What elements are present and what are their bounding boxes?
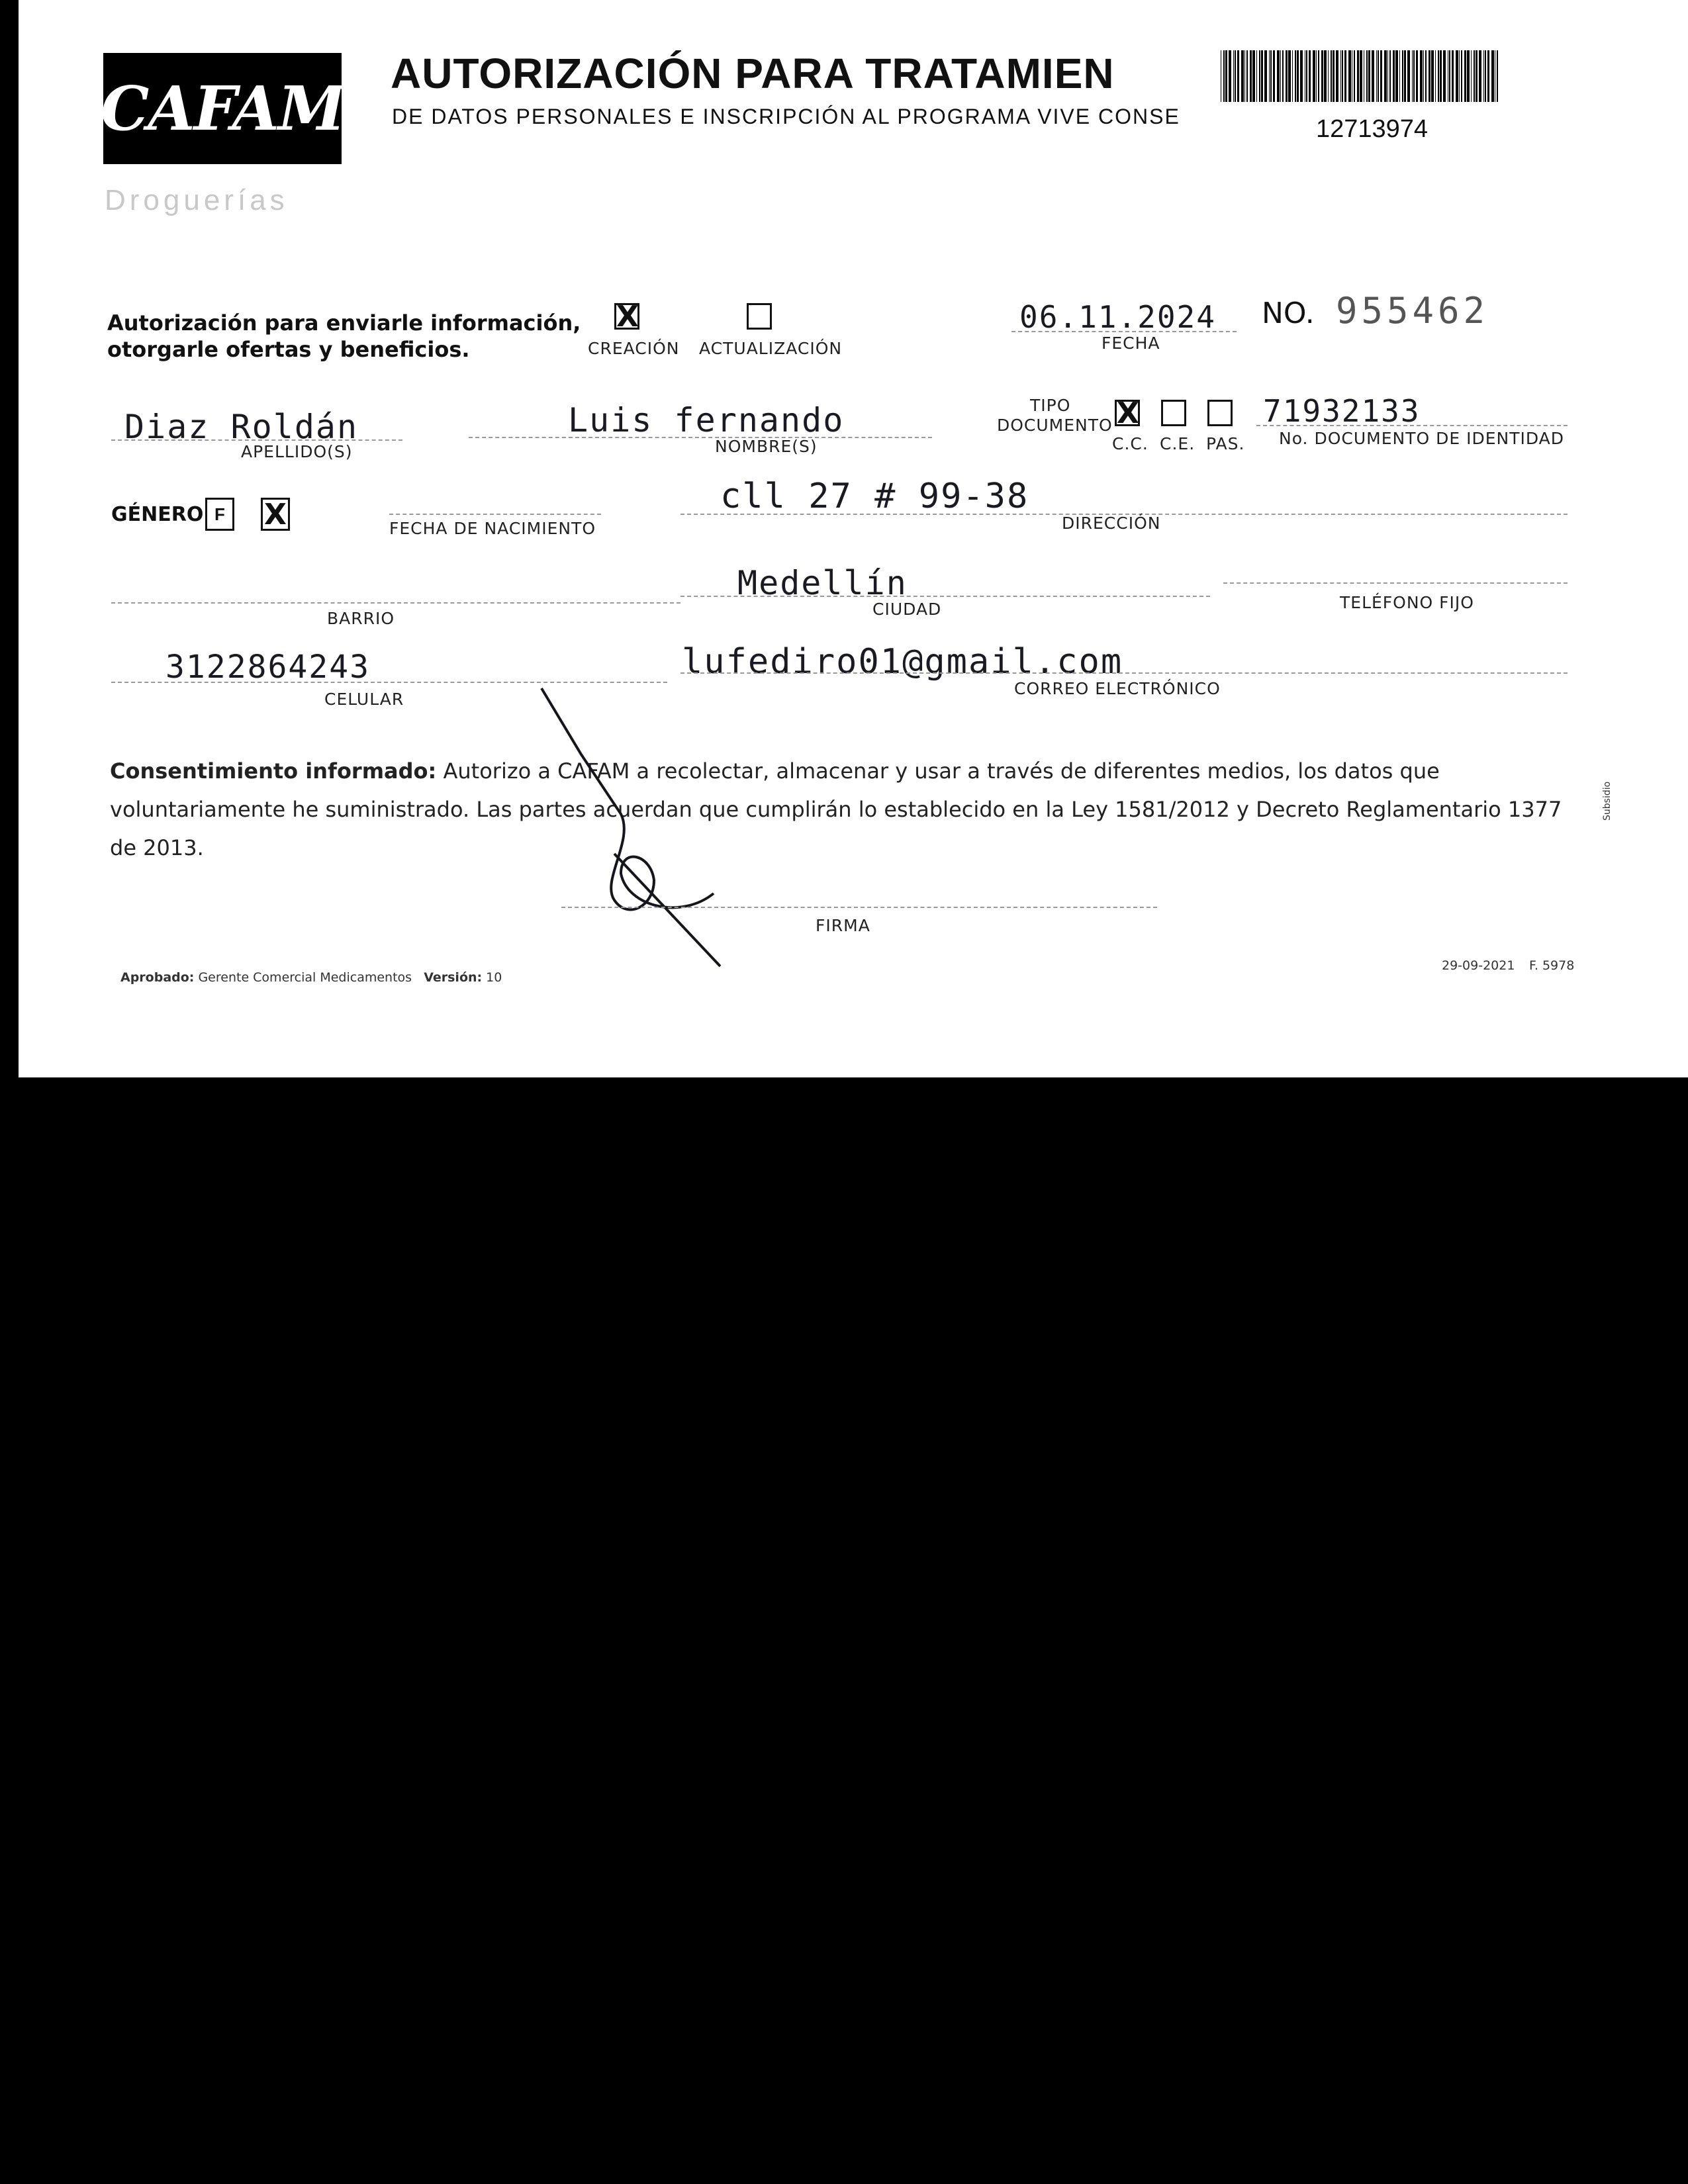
fecha-nacimiento-label: FECHA DE NACIMIENTO — [389, 519, 596, 538]
genero-m-box[interactable] — [261, 498, 290, 531]
version-value: 10 — [486, 970, 502, 985]
form-number: 955462 — [1336, 290, 1489, 332]
barcode — [1221, 50, 1501, 102]
celular-value[interactable]: 3122864243 — [165, 649, 370, 686]
side-text: Subsidio — [1602, 781, 1613, 821]
actualizacion-checkbox[interactable] — [747, 303, 772, 330]
ciudad-line — [680, 596, 1210, 597]
creacion-checkbox[interactable] — [614, 300, 639, 334]
tipo-documento-label-2: DOCUMENTO — [997, 416, 1113, 435]
ce-label: C.E. — [1160, 434, 1196, 453]
fecha-label: FECHA — [1102, 334, 1160, 353]
documento-label: No. DOCUMENTO DE IDENTIDAD — [1279, 429, 1565, 448]
form-sheet — [19, 0, 1688, 1077]
cc-label: C.C. — [1112, 434, 1149, 453]
pas-label: PAS. — [1206, 434, 1245, 453]
genero-f-box[interactable] — [205, 498, 234, 531]
genero-m-mark: X — [264, 498, 287, 531]
cafam-logo: CAFAM — [103, 53, 342, 164]
pas-checkbox[interactable] — [1207, 400, 1233, 426]
apellidos-value[interactable]: Diaz Roldán — [124, 408, 359, 446]
footer-code: F. 5978 — [1529, 958, 1575, 973]
footer-date: 29-09-2021 — [1442, 958, 1515, 973]
correo-value[interactable]: lufediro01@gmail.com — [682, 642, 1123, 682]
ce-checkbox[interactable] — [1161, 400, 1186, 426]
logo-subtext: Droguerías — [105, 184, 289, 216]
fecha-value[interactable]: 06.11.2024 — [1019, 299, 1216, 335]
correo-label: CORREO ELECTRÓNICO — [1014, 679, 1221, 698]
form-title: AUTORIZACIÓN PARA TRATAMIEN — [391, 50, 1115, 97]
telefono-label: TELÉFONO FIJO — [1340, 593, 1474, 612]
celular-label: CELULAR — [324, 690, 404, 709]
apellidos-label: APELLIDO(S) — [241, 442, 353, 461]
no-label: NO. — [1262, 296, 1315, 330]
firma-label: FIRMA — [816, 916, 870, 935]
barrio-line — [111, 602, 680, 604]
genero-f-label: F — [214, 504, 225, 524]
documento-value[interactable]: 71932133 — [1263, 393, 1421, 429]
actualizacion-label: ACTUALIZACIÓN — [699, 339, 843, 358]
firma-line — [561, 907, 1157, 908]
direccion-label: DIRECCIÓN — [1062, 514, 1161, 533]
barrio-label: BARRIO — [327, 609, 395, 628]
genero-label: GÉNERO — [111, 503, 204, 526]
authorization-text — [107, 310, 581, 363]
nombres-label: NOMBRE(S) — [715, 437, 818, 456]
creacion-mark: X — [616, 300, 639, 334]
version-label: Versión: — [424, 970, 483, 985]
ciudad-value[interactable]: Medellín — [737, 564, 908, 602]
authorization-text-line1: Autorización para enviarle información, — [107, 310, 581, 336]
form-subtitle: DE DATOS PERSONALES E INSCRIPCIÓN AL PROGRAMA VIVE CONSE — [392, 105, 1180, 128]
aprobado-value: Gerente Comercial Medicamentos — [198, 970, 412, 985]
ciudad-label: CIUDAD — [872, 600, 942, 619]
signature-scribble — [522, 682, 760, 973]
direccion-value[interactable]: cll 27 # 99-38 — [720, 477, 1029, 516]
barcode-number: 12713974 — [1316, 115, 1429, 143]
documento-line — [1256, 425, 1568, 426]
tipo-documento-label-1: TIPO — [1030, 396, 1071, 415]
consent-paragraph — [110, 752, 1586, 867]
nombres-value[interactable]: Luis fernando — [568, 401, 845, 439]
correo-line — [680, 672, 1568, 674]
creacion-label: CREACIÓN — [588, 339, 680, 358]
fecha-nacimiento-line — [389, 514, 601, 515]
authorization-text-line2: otorgarle ofertas y beneficios. — [107, 337, 470, 362]
aprobado-label: Aprobado: — [120, 970, 195, 985]
nombres-line — [469, 437, 932, 438]
apellidos-line — [111, 439, 402, 441]
fecha-line — [1011, 331, 1237, 332]
cc-checkbox[interactable] — [1115, 396, 1140, 430]
footer-approval — [120, 970, 502, 985]
consent-heading: Consentimiento informado: — [110, 758, 437, 784]
telefono-line — [1223, 582, 1568, 584]
consent-text: Autorizo a CAFAM a recolectar, almacenar y usar a través de diferentes medios, los datos que voluntariamente he suministrado. Las partes acuerdan que cumplirán lo establecido en la Ley 1581/2012 y Decreto Reglamentario 1377 de 2013. — [110, 758, 1562, 860]
cc-mark: X — [1117, 396, 1139, 430]
